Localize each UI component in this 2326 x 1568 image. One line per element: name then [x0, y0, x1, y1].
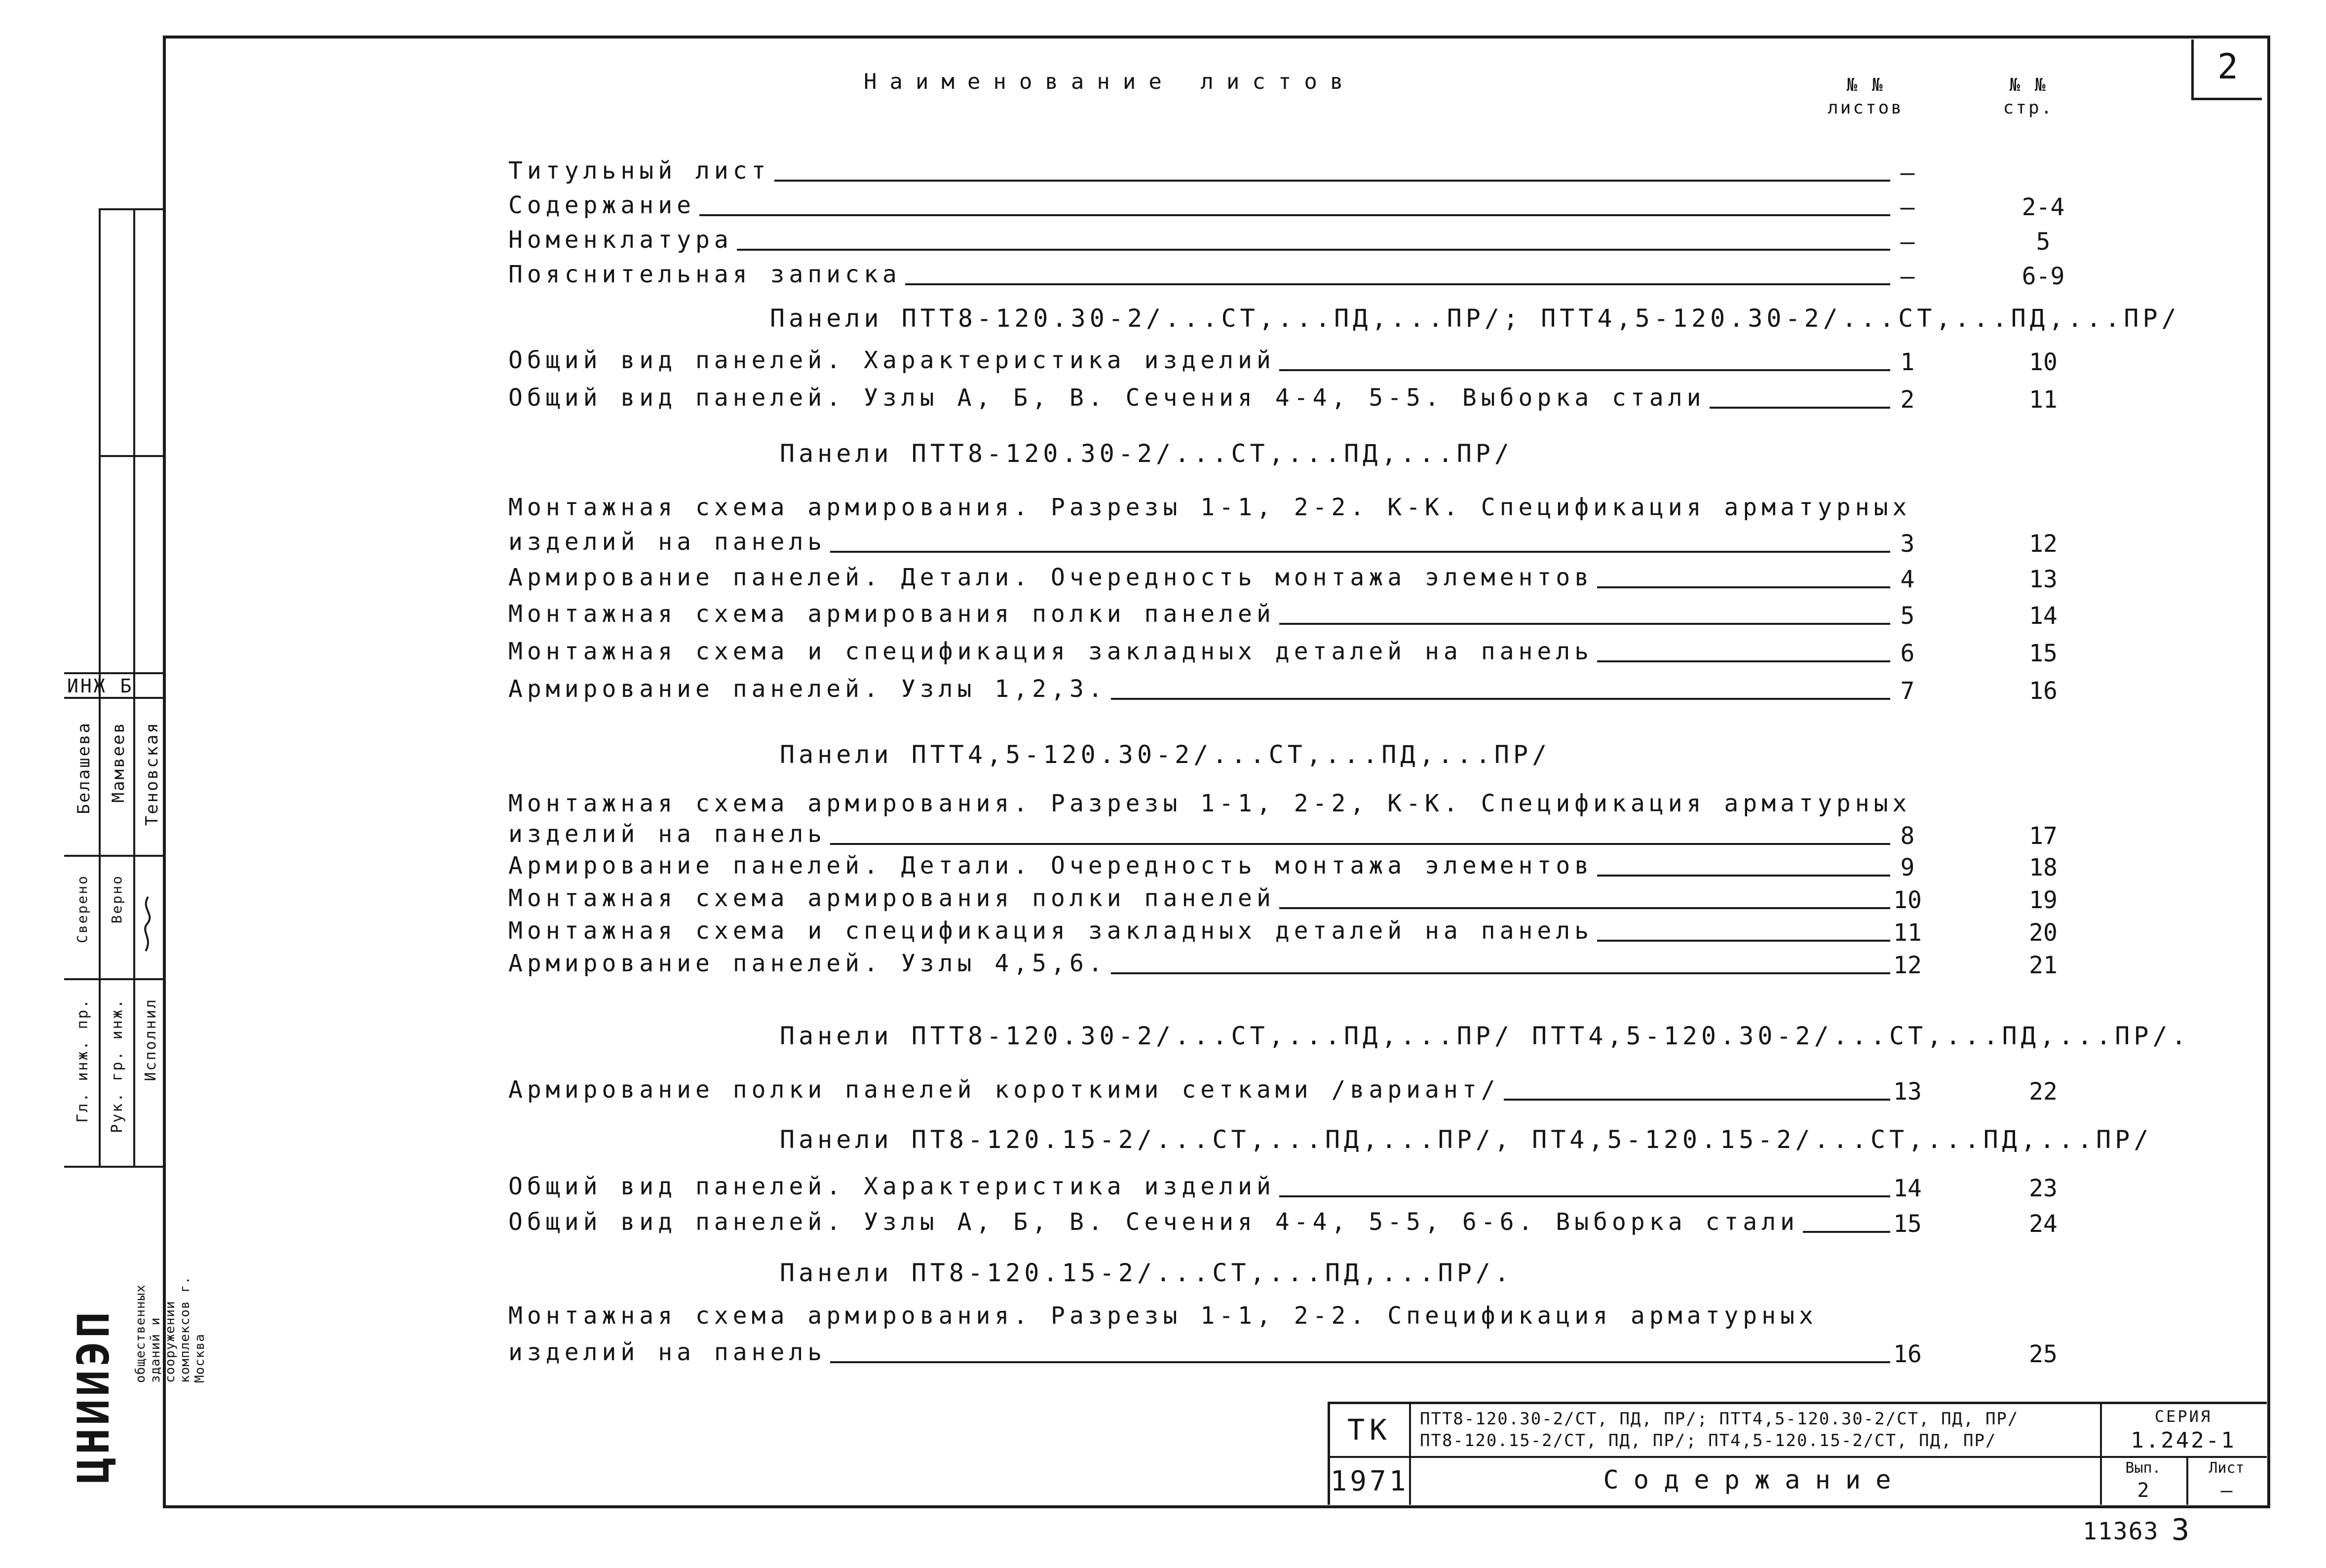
- list-item: [508, 191, 2065, 225]
- stamp-org-logo: ЦНИИЭП: [68, 1309, 119, 1484]
- list-item-page: 22: [2029, 1078, 2058, 1106]
- list-item-title: Номенклатура: [508, 226, 737, 254]
- title-block-year: 1971: [1330, 1465, 1409, 1497]
- list-item-title: Монтажная схема и спецификация закладных деталей на панель: [508, 917, 1597, 945]
- list-item: [508, 883, 2058, 918]
- archive-number: 11363: [2083, 1518, 2159, 1545]
- list-item-page: 21: [2029, 952, 2058, 979]
- list-item-sheet: 15: [1893, 1210, 1922, 1238]
- list-item-title: Пояснительная записка: [508, 261, 905, 288]
- list-item: [508, 949, 2058, 983]
- list-item-title: Армирование панелей. Узлы 1,2,3.: [508, 675, 1111, 703]
- sheet-label: Лист: [2209, 1459, 2245, 1477]
- list-item-sheet: 16: [1893, 1340, 1922, 1368]
- list-item: [508, 851, 2058, 885]
- list-item-sheet: 7: [1900, 677, 1915, 705]
- list-item: [508, 1172, 2058, 1206]
- stamp-role-1: Гл. инж. пр.: [74, 998, 91, 1123]
- list-item-title: Общий вид панелей. Узлы А, Б, В. Сечения 4-4, 5-5. Выборка стали: [508, 384, 1710, 412]
- list-item-sheet: 6: [1900, 640, 1915, 667]
- list-item: [508, 599, 2058, 634]
- list-item: [508, 156, 1940, 191]
- sheet-number: 2: [2217, 46, 2239, 87]
- list-item-sheet: —: [1900, 263, 1915, 290]
- list-item-title: Общий вид панелей. Характеристика изделий: [508, 1173, 1279, 1200]
- list-item-sheet: 13: [1893, 1078, 1922, 1106]
- list-item: [508, 260, 2065, 294]
- list-item-title: Армирование панелей. Детали. Очередность монтажа элементов: [508, 564, 1597, 591]
- list-item-page: 14: [2029, 602, 2058, 630]
- list-item-title: изделий на панель: [508, 1339, 830, 1366]
- list-item-title: Содержание: [508, 191, 699, 219]
- list-item-page: 13: [2029, 566, 2058, 593]
- column-header-sheets: № № листов: [1827, 75, 1904, 118]
- list-item-page: 6-9: [2021, 263, 2065, 290]
- list-item-continuation: Монтажная схема армирования. Разрезы 1-1, 2-2, К-К. Спецификация арматурных: [508, 790, 1911, 817]
- stamp-dept: ИНЖ Б: [67, 675, 134, 697]
- list-item: [508, 637, 2058, 671]
- list-item-page: 17: [2029, 822, 2058, 850]
- list-item-continuation: Монтажная схема армирования. Разрезы 1-1, 2-2. К-К. Спецификация арматурных: [508, 494, 1911, 521]
- list-item: [508, 916, 2058, 951]
- list-item-title: Монтажная схема и спецификация закладных деталей на панель: [508, 638, 1597, 665]
- issue-value: 2: [2137, 1479, 2149, 1502]
- title-block-code: ТК: [1347, 1413, 1392, 1447]
- list-item-sheet: —: [1900, 228, 1915, 256]
- page-title: Наименование листов: [864, 69, 1356, 94]
- stamp-check-2: Верно: [109, 875, 125, 924]
- list-item-page: 16: [2029, 677, 2058, 705]
- series-value: 1.242-1: [2131, 1428, 2236, 1453]
- list-item-title: Армирование панелей. Детали. Очередность монтажа элементов: [508, 852, 1597, 880]
- title-block-panels-1: ПТТ8-120.30-2/СТ, ПД, ПР/; ПТТ4,5-120.30-2/СТ, ПД, ПР/: [1420, 1409, 2019, 1429]
- page-number: 3: [2172, 1513, 2190, 1547]
- issue-label: Вып.: [2125, 1459, 2161, 1477]
- list-item: [508, 1075, 2058, 1109]
- list-item-title: Общий вид панелей. Узлы А, Б, В. Сечения 4-4, 5-5, 6-6. Выборка стали: [508, 1208, 1803, 1236]
- list-item-sheet: 3: [1900, 530, 1915, 558]
- list-item-title: Армирование полки панелей короткими сетками /вариант/: [508, 1076, 1504, 1104]
- stamp-org-full: общественных зданий и сооружений комплексов г. Москва: [133, 1276, 207, 1383]
- list-item-sheet: 8: [1900, 822, 1915, 850]
- list-item-page: 11: [2029, 386, 2058, 414]
- list-item-continuation: Монтажная схема армирования. Разрезы 1-1, 2-2. Спецификация арматурных: [508, 1302, 1818, 1330]
- list-item-page: 5: [2036, 228, 2051, 256]
- stamp-name-3: Теновская: [142, 722, 162, 826]
- list-item-page: 10: [2029, 348, 2058, 376]
- list-item-sheet: —: [1900, 193, 1915, 221]
- list-item-title: Монтажная схема армирования полки панелей: [508, 600, 1279, 628]
- section-heading: Панели ПТТ8-120.30-2/...СТ,...ПД,...ПР/: [780, 439, 1513, 468]
- list-item-page: 20: [2029, 919, 2058, 947]
- list-item-sheet: —: [1900, 159, 1915, 187]
- list-item-title: изделий на панель: [508, 528, 830, 556]
- list-item: [508, 1207, 2058, 1242]
- list-item-sheet: 2: [1900, 386, 1915, 414]
- list-item: [508, 1338, 2058, 1372]
- list-item: [508, 527, 2058, 562]
- list-item-page: 2-4: [2021, 193, 2065, 221]
- stamp-name-1: Белашева: [74, 722, 94, 814]
- list-item-sheet: 14: [1893, 1175, 1922, 1202]
- list-item-title: Армирование панелей. Узлы 4,5,6.: [508, 950, 1111, 977]
- title-block-panels-2: ПТ8-120.15-2/СТ, ПД, ПР/; ПТ4,5-120.15-2/СТ, ПД, ПР/: [1420, 1431, 1997, 1451]
- list-item-title: Титульный лист: [508, 157, 774, 185]
- list-item-page: 23: [2029, 1175, 2058, 1202]
- section-heading: Панели ПТ8-120.15-2/...СТ,...ПД,...ПР/, ПТ4,5-120.15-2/...СТ,...ПД,...ПР/: [780, 1125, 2153, 1154]
- title-block: [1328, 1402, 2267, 1505]
- list-item-sheet: 9: [1900, 854, 1915, 881]
- list-item-title: Монтажная схема армирования полки панелей: [508, 884, 1279, 912]
- list-item: [508, 819, 2058, 854]
- list-item-title: Общий вид панелей. Характеристика изделий: [508, 346, 1279, 374]
- list-item-title: изделий на панель: [508, 820, 830, 848]
- section-heading: Панели ПТ8-120.15-2/...СТ,...ПД,...ПР/.: [780, 1259, 1513, 1287]
- list-item-page: 25: [2029, 1340, 2058, 1368]
- list-item: [508, 383, 2058, 418]
- stamp-name-2: Мамвеев: [109, 722, 128, 803]
- column-header-pages: № № стр.: [2003, 75, 2054, 118]
- list-item: [508, 563, 2058, 597]
- section-heading: Панели ПТТ8-120.30-2/...СТ,...ПД,...ПР/ ПТТ4,5-120.30-2/...СТ,...ПД,...ПР/.: [780, 1022, 2190, 1050]
- list-item-page: 18: [2029, 854, 2058, 881]
- stamp-role-3: Исполнил: [142, 998, 159, 1081]
- list-item-page: 24: [2029, 1210, 2058, 1238]
- sheet-number-box: [2191, 39, 2262, 100]
- list-item-page: 19: [2029, 886, 2058, 914]
- list-item-sheet: 5: [1900, 602, 1915, 630]
- stamp-check-1: Сверено: [74, 875, 90, 944]
- stamp-signature: [138, 894, 158, 954]
- sheet-value: —: [2220, 1479, 2233, 1502]
- list-item-sheet: 12: [1893, 952, 1922, 979]
- stamp-role-2: Рук. гр. инж.: [109, 998, 126, 1133]
- leader-line: [508, 214, 1890, 216]
- list-item: [508, 674, 2058, 709]
- list-item-sheet: 4: [1900, 566, 1915, 593]
- section-heading: Панели ПТТ8-120.30-2/...СТ,...ПД,...ПР/; ПТТ4,5-120.30-2/...СТ,...ПД,...ПР/: [770, 304, 2180, 333]
- document-title: Содержание: [1603, 1465, 1906, 1495]
- list-item-page: 12: [2029, 530, 2058, 558]
- section-heading: Панели ПТТ4,5-120.30-2/...СТ,...ПД,...ПР/: [780, 740, 1551, 769]
- list-item: [508, 225, 2051, 260]
- list-item: [508, 345, 2058, 380]
- list-item-sheet: 11: [1893, 919, 1922, 947]
- series-label: СЕРИЯ: [2154, 1407, 2212, 1426]
- list-item-sheet: 10: [1893, 886, 1922, 914]
- list-item-sheet: 1: [1900, 348, 1915, 376]
- stamp-column: [59, 36, 207, 1502]
- list-item-page: 15: [2029, 640, 2058, 667]
